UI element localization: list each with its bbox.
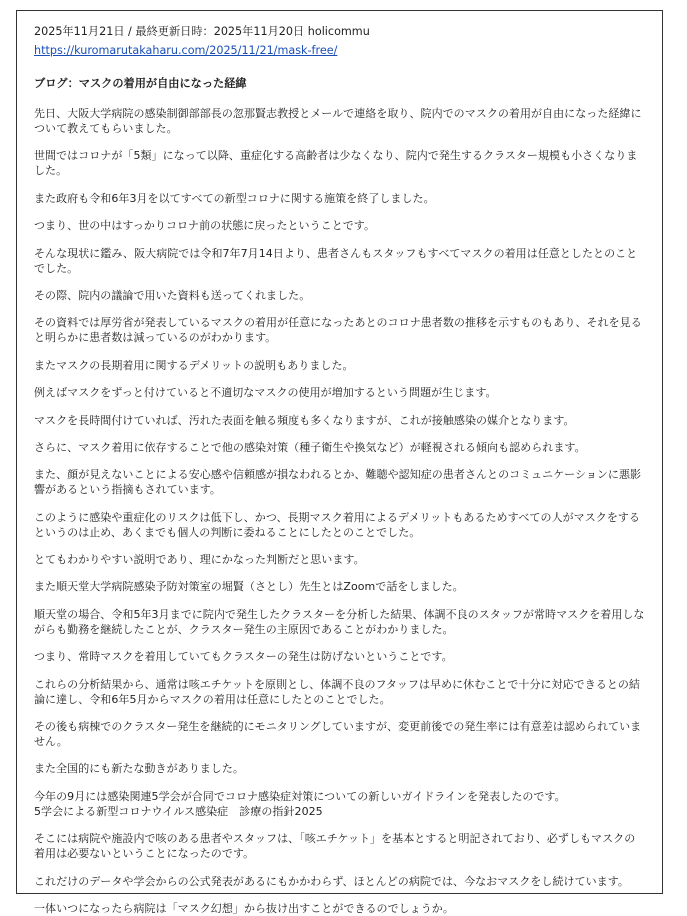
paragraph: これだけのデータや学会からの公式発表があるにもかかわらず、ほとんどの病院では、今なおマスクをし続けています。 bbox=[34, 874, 629, 888]
paragraph: また順天堂大学病院感染予防対策室の堀賢（さとし）先生とはZoomで話をしました。 bbox=[34, 580, 464, 594]
post-url-link[interactable]: https://kuromarutakaharu.com/2025/11/21/mask-free/ bbox=[34, 44, 338, 57]
paragraph: 先日、大阪大学病院の感染制御部部長の忽那賢志教授とメールで連絡を取り、院内でのマスクの着用が自由になった経緯について教えてもらいました。 bbox=[34, 107, 642, 135]
paragraph: その資料では厚労省が発表しているマスクの着用が任意になったあとのコロナ患者数の推移を示すものもあり、それを見ると明らかに患者数は減っているのがわかります。 bbox=[34, 316, 642, 345]
paragraph: さらに、マスク着用に依存することで他の感染対策（種子衛生や換気など）が軽視される傾向も認められます。 bbox=[34, 440, 586, 454]
paragraph: そんな現状に鑑み、阪大病院では令和7年7月14日より、患者さんもスタッフもすべてマスクの着用は任意としたとのことでした。 bbox=[34, 246, 638, 275]
paragraph: 世間ではコロナが「5類」になって以降、重症化する高齢者は少なくなり、院内で発生するクラスター規模も小さくなりました。 bbox=[34, 149, 638, 178]
paragraph: そこには病院や施設内で咳のある患者やスタッフは、「咳エチケット」を基本とすると明記されており、必ずしもマスクの着用は必要ないということになったのです。 bbox=[34, 832, 636, 861]
paragraph: 例えばマスクをずっと付けていると不適切なマスクの使用が増加するという問題が生じます。 bbox=[34, 386, 497, 400]
post-body bbox=[34, 106, 645, 916]
paragraph: つまり、世の中はすっかりコロナ前の状態に戻ったということです。 bbox=[34, 219, 376, 233]
paragraph: これらの分析結果から、通常は咳エチケットを原則とし、体調不良のフタッフは早めに休むことで十分に対応できるとの結論に達し、令和6年5月からマスクの着用は任意にしたとのことでした。 bbox=[34, 677, 640, 706]
paragraph: その後も病棟でのクラスター発生を継続的にモニタリングしていますが、変更前後での発生率には有意差は認められていません。 bbox=[34, 720, 642, 749]
paragraph: マスクを長時間付けていれば、汚れた表面を触る頻度も多くなりますが、これが接触感染の媒介となります。 bbox=[34, 413, 575, 427]
paragraph: また政府も令和6年3月を以てすべての新型コロナに関する施策を終了しました。 bbox=[34, 191, 435, 205]
post-title: ブログ：マスクの着用が自由になった経緯 bbox=[34, 77, 247, 90]
paragraph: 今年の9月には感染関連5学会が合同でコロナ感染症対策についての新しいガイドラインを発表したのです。 5学会による新型コロナウイルス感染症 診療の指針2025 bbox=[34, 789, 566, 818]
paragraph: 一体いつになったら病院は「マスク幻想」から抜け出すことができるのでしょうか。 bbox=[34, 901, 454, 915]
paragraph: またマスクの長期着用に関するデメリットの説明もありました。 bbox=[34, 358, 354, 372]
paragraph: このように感染や重症化のリスクは低下し、かつ、長期マスク着用によるデメリットもあるためすべての人がマスクをするというのは止め、あくまでも個人の判断に委ねることにしたとのことでした。 bbox=[34, 510, 640, 539]
post-meta: 2025年11月21日 / 最終更新日時：2025年11月20日 holicommu bbox=[34, 25, 370, 38]
article-frame bbox=[16, 10, 663, 915]
paragraph: とてもわかりやすい説明であり、理にかなった判断だと思います。 bbox=[34, 553, 365, 567]
paragraph: また全国的にも新たな動きがありました。 bbox=[34, 762, 244, 776]
paragraph: その際、院内の議論で用いた資料も送ってくれました。 bbox=[34, 288, 311, 302]
paragraph: 順天堂の場合、令和5年3月までに院内で発生したクラスターを分析した結果、体調不良のスタッフが常時マスクを着用しながらも勤務を継続したことが、クラスター発生の主原因であることがわかりました。 bbox=[34, 607, 645, 636]
paragraph: つまり、常時マスクを着用していてもクラスターの発生は防げないということです。 bbox=[34, 650, 453, 664]
paragraph: また、顔が見えないことによる安心感や信頼感が損なわれるとか、難聴や認知症の患者さんとのコミュニケーションに悪影響があるという指摘もされています。 bbox=[34, 468, 642, 497]
